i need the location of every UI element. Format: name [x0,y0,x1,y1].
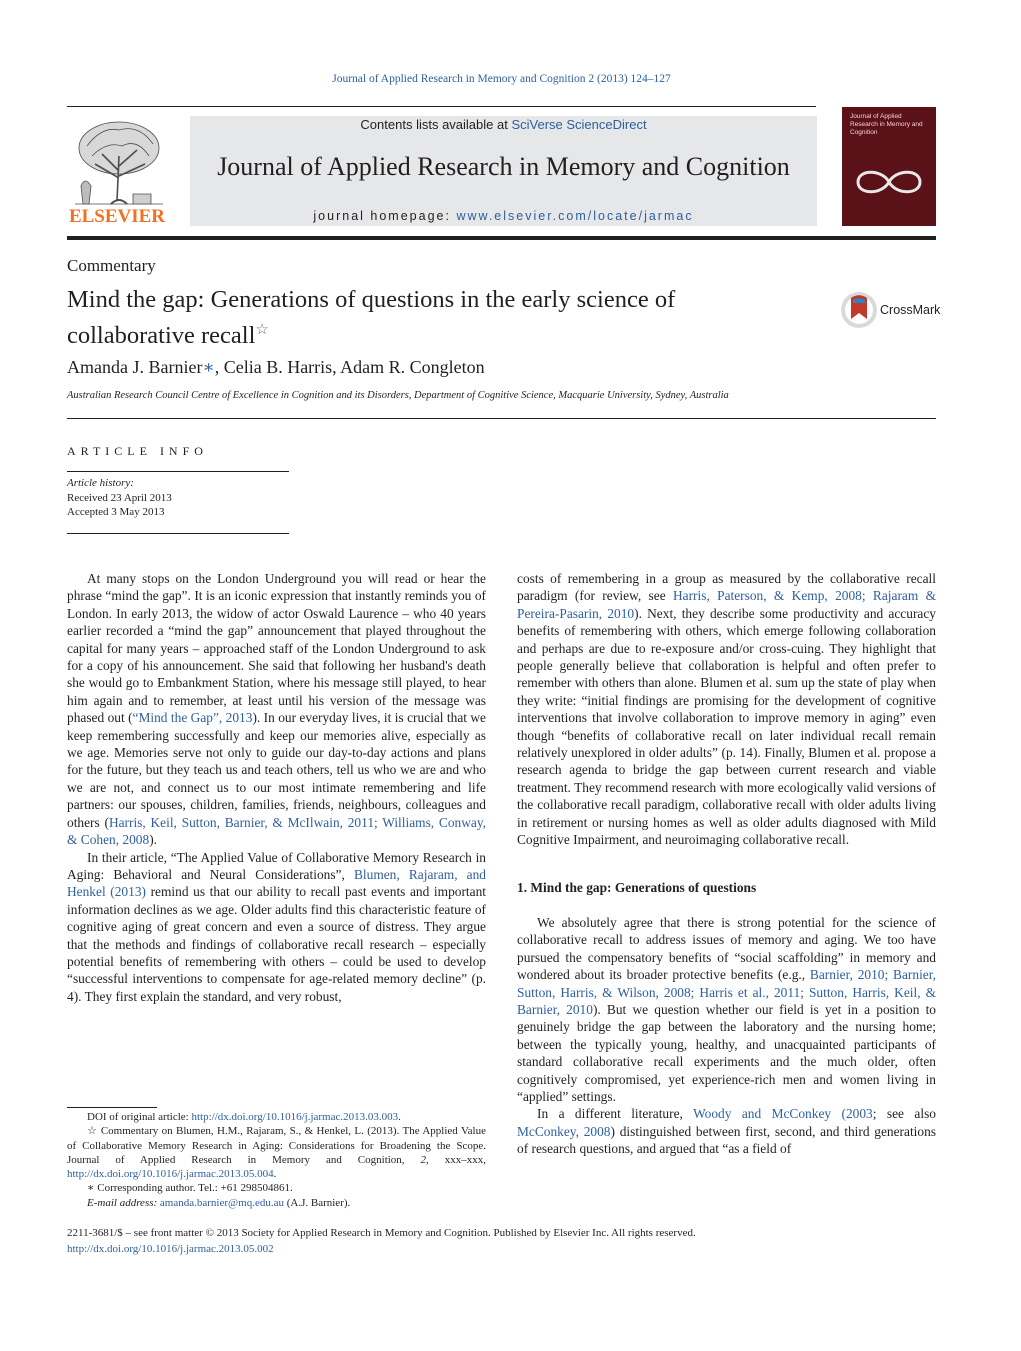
title-footnote-mark[interactable]: ☆ [255,322,269,338]
article-info-divider-bottom [67,533,289,534]
journal-homepage [190,209,817,223]
article-title-text: Mind the gap: Generations of questions in the early science of collaborative recall [67,286,676,350]
citation-link[interactable]: Harris, Paterson, & Kemp, 2008; Rajaram & Pereira-Pasarin, 2010 [517,588,937,621]
citation-link[interactable]: McConkey, 2008 [517,1123,611,1139]
article-title [67,285,787,351]
email-link[interactable]: amanda.barnier@mq.edu.au [159,1196,284,1209]
email-label: E-mail address: [87,1196,160,1209]
contents-line [190,117,817,132]
cover-infinity-icon [852,165,926,199]
header-thick-divider [67,236,936,240]
text-run: (A.J. Barnier). [283,1196,351,1209]
footnote-corresponding [67,1181,486,1195]
corresponding-author-mark[interactable]: ∗ [202,357,215,377]
accepted-date: Accepted 3 May 2013 [67,506,165,518]
footnote-doi [67,1110,486,1124]
paragraph [517,1105,936,1157]
citation-link[interactable]: “Mind the Gap”, 2013 [132,710,253,726]
text-run: ). But we question whether our field is yet in a position to genuinely bridge the gap between the laboratory and the nursing home; between the typically young, healthy, and unacquainted participants of standard collaborative recall experiments and the much older, often cognitively compromised, yet experience-rich men and women living in “applied” settings. [517,1001,936,1104]
contents-prefix: Contents lists available at [360,117,512,132]
elsevier-wordmark: ELSEVIER [68,206,166,227]
text-run: We absolutely agree that there is strong potential for the science of collaborative recall to address issues of memory and aging. We too have pursued the compensatory benefits of “social scaffolding” in memory and wondered about its broader protective benefits (e.g., [517,914,936,983]
citation-link[interactable]: Blumen, Rajaram, and Henkel (2013) [67,866,487,900]
article-info-divider-top [67,471,289,472]
article-type: Commentary [67,256,156,275]
footnote-star-mark: ☆ [87,1125,98,1138]
text-run: At many stops on the London Underground you will read or hear the phrase “mind the gap”. It is an iconic expression that instantly reminds you of London. In early 2013, the widow of actor Oswald Laurence – who 40 years earlier recorded a “mind the gap” announcement that played throughout the capital for many years – approached staff of the London Underground to ask for a copy of his announcement. She said that following her husband's death she would go to Embankment Station, where his message still played, to hear him again and to remember, at least until his version of the message was phased out ( [67,571,486,726]
article-info-heading: ARTICLE INFO [67,444,208,458]
received-date: Received 23 April 2013 [67,491,172,504]
affiliation-divider [67,418,936,419]
body-column-left [67,570,486,1005]
journal-cover-thumbnail[interactable] [842,107,936,226]
section-heading: 1. Mind the gap: Generations of questions [517,879,757,895]
top-divider [67,106,816,107]
volume-number: 2 [420,1153,427,1166]
affiliation: Australian Research Council Centre of Excellence in Cognition and its Disorders, Department of Cognitive Science, Macquarie University, Sydney, Australia [67,390,729,401]
cover-title: Journal of Applied Research in Memory and Cognition [850,113,923,136]
text-run: In a different literature, [537,1106,694,1122]
footnote-asterisk-mark: ∗ [87,1182,95,1195]
other-authors: , Celia B. Harris, Adam R. Congleton [214,357,485,377]
text-run: Corresponding author. Tel.: +61 298504861. [94,1182,293,1195]
text-run: costs of remembering in a group as measured by the collaborative recall paradigm (for review, see [517,571,936,604]
paragraph [67,570,486,849]
paragraph [67,849,486,1006]
citation-link[interactable]: Woody and McConkey (2003 [693,1106,873,1122]
article-doi-link[interactable]: http://dx.doi.org/10.1016/j.jarmac.2013.05.002 [67,1242,274,1255]
citation-link[interactable]: Harris, Keil, Sutton, Barnier, & McIlwain, 2011; Williams, Conway, & Cohen, 2008 [67,814,486,848]
commentary-doi-link[interactable]: http://dx.doi.org/10.1016/j.jarmac.2013.05.004 [67,1168,274,1181]
text-run: remind us that our ability to recall past events and important information declines as we age. Older adults find this characteristic feature of cognitive aging of great concern and even a source of distress. They argue that the methods and findings of collaborative recall research – especially potential benefits of remembering with others – could be used to develop “successful interventions to compensate for age-related memory decline” (p. 4). They first explain the standard, and very robust, [67,884,486,1004]
article-history [67,476,172,520]
journal-title: Journal of Applied Research in Memory and Cognition [217,152,790,181]
journal-reference[interactable]: Journal of Applied Research in Memory and Cognition 2 (2013) 124–127 [332,73,671,85]
text-run: ). Next, they describe some productivity and accuracy benefits of remembering with others, which emerge following collaboration and perhaps are due to re-exposure and/or cross-cuing. They highlight that people generally believe that collaboration is helpful and often prefer to remember with others than alone. Blumen et al. sum up the state of play when they write: “initial findings are promising for the development of cognitive interventions that involve collaboration to improve memory in aging” even though “benefits of collaborative recall on later individual recall remain relatively unexplored in older adults” (p. 14). Finally, Blumen et al. propose a research agenda to bridge the gap between current research and viable treatment. They recommend research with more ecologically valid versions of the collaborative recall paradigm, collaborative recall with older adults living in retirement or nursing homes as well as older adults diagnosed with Mild Cognitive Impairment, and neuroimaging collaborative recall. [517,605,936,848]
text-run: . [273,1168,277,1181]
text-run: ). In our everyday lives, it is crucial that we keep remembering successfully and keep our memories alive, especially as we age. Memories serve not only to guide our day-to-day actions and plans for the future, but they teach us and teach others, tell us who we are and who we are not, and connect us to our most intimate remembering and life partners: our spouses, children, families, friends, neighbours, colleagues and others ( [67,710,486,830]
original-doi-link[interactable]: http://dx.doi.org/10.1016/j.jarmac.2013.03.003 [191,1111,399,1123]
text-run: . [398,1111,401,1123]
footnote-email [67,1196,486,1210]
footnote-divider [67,1107,157,1108]
paragraph [517,914,936,1105]
homepage-prefix: journal homepage: [313,209,457,223]
text-run: ; see also [872,1106,936,1122]
text-run: , xxx–xxx, [426,1153,487,1166]
text-run: ). [149,832,158,848]
author-barnier[interactable]: Amanda J. Barnier [67,357,203,377]
history-label: Article history: [67,477,134,489]
text-run: Commentary on Blumen, H.M., Rajaram, S., & Henkel, L. (2013). The Applied Value of Collaborative Memory Research in Aging: Considerations for Broadening the Scope. Journal of Applied Research in Memory and Cognition, [67,1125,486,1166]
doi-label: DOI of original article: [87,1111,192,1123]
homepage-link[interactable]: www.elsevier.com/locate/jarmac [456,209,694,223]
text-run: In their article, “The Applied Value of Collaborative Memory Research in Aging: Behavioral and Neural Considerations”, [67,849,486,882]
issn-copyright: 2211-3681/$ – see front matter © 2013 Society for Applied Research in Memory and Cognition. Published by Elsevier Inc. All rights reserved. [67,1227,696,1239]
crossmark-label[interactable]: CrossMark [880,303,941,317]
footnotes [67,1110,486,1210]
sciencedirect-link[interactable]: SciVerse ScienceDirect [511,117,647,132]
text-run: ) distinguished between first, second, and third generations of research questions, and argued that “as a field of [517,1123,936,1157]
footnote-commentary [67,1124,486,1181]
citation-link[interactable]: Barnier, 2010; Barnier, Sutton, Harris, & Wilson, 2008; Harris et al., 2011; Sutton, Harris, Keil, & Barnier, 2010 [517,967,936,1017]
paragraph [517,570,936,849]
body-column-right [517,570,936,1158]
page-footer [67,1226,696,1257]
author-list [67,357,485,378]
